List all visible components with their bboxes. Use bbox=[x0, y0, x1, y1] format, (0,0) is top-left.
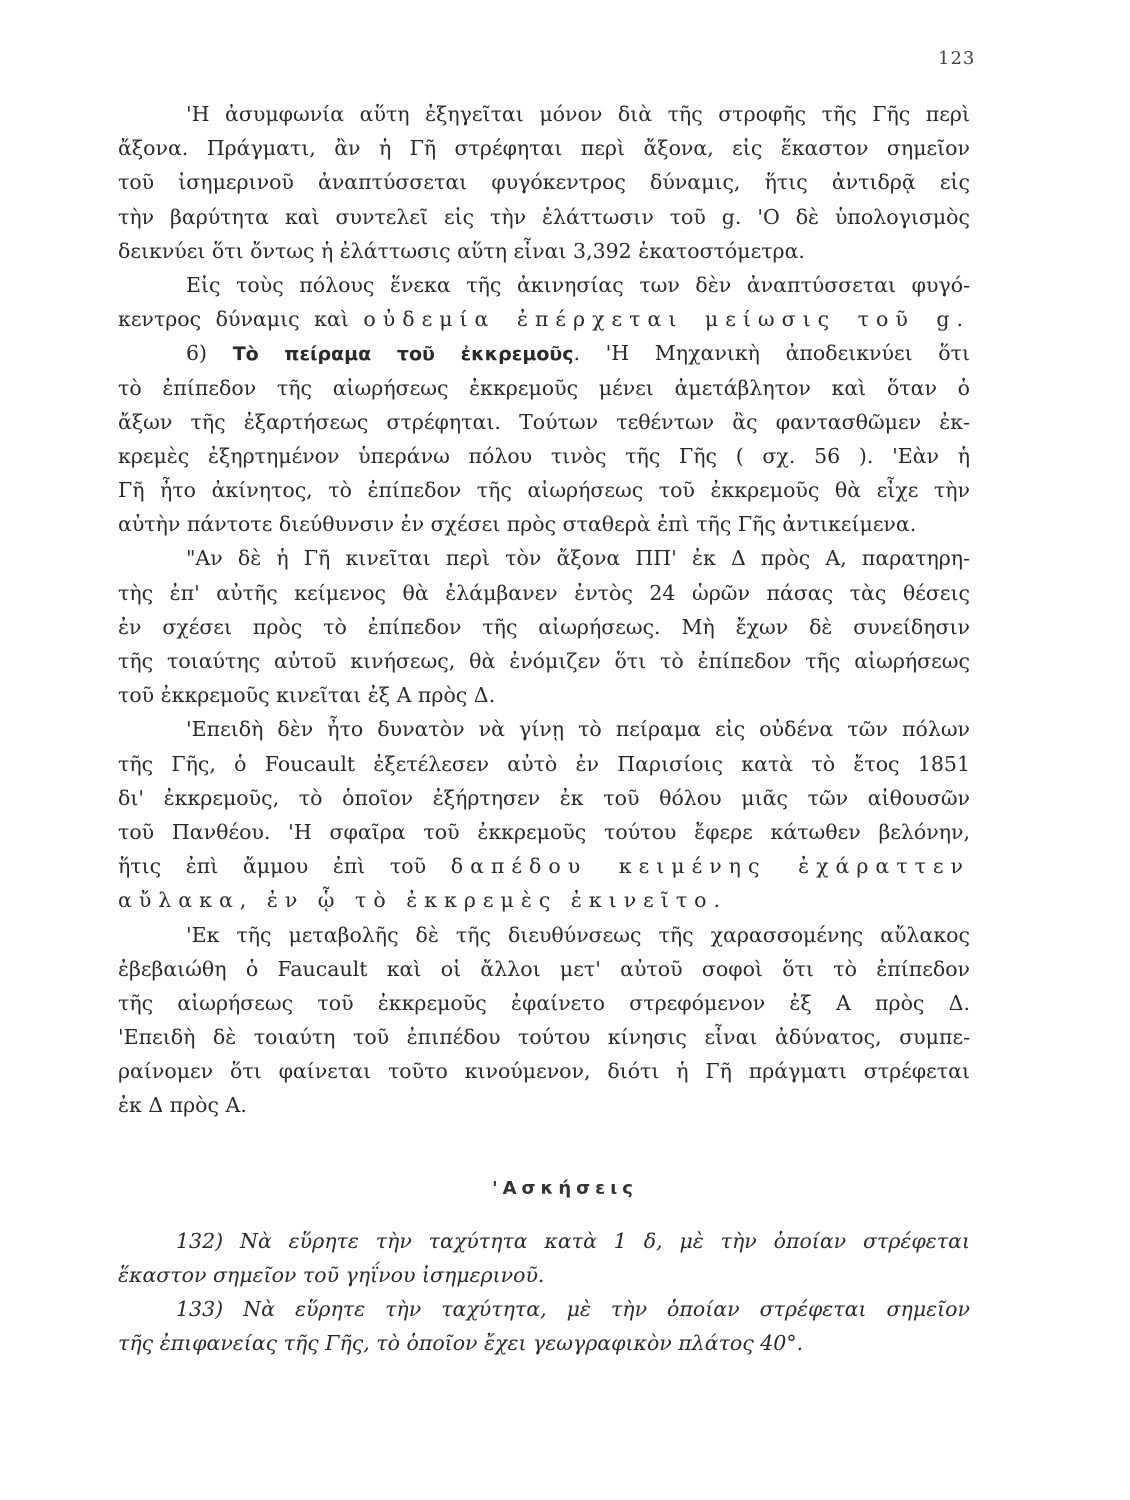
text-line: ἐν σχέσει πρὸς τὸ ἐπίπεδον τῆς αἰωρήσεως. Μὴ ἔχων δὲ συνείδησιν bbox=[118, 614, 970, 639]
text-line: τὸ ἐπίπεδον τῆς αἰωρήσεως ἐκκρεμοῦς μένει ἀμετάβλητον καὶ ὅταν ὁ bbox=[118, 375, 970, 400]
text-line: τὴς ἐπ' αὐτῆς κείμενος θὰ ἐλάμβανεν ἐντὸς 24 ὡρῶν πάσας τὰς θέσεις bbox=[118, 580, 970, 605]
text-line: ἄξονα. Πράγματι, ἂν ἡ Γῆ στρέφηται περὶ ἄξονα, εἰς ἕκαστον σημεῖον bbox=[118, 136, 970, 161]
exercises-heading: 'Ασκήσεις bbox=[492, 1178, 638, 1199]
text-line: 'Η ἀσυμφωνία αὕτη ἐξηγεῖται μόνον διὰ τῆς στροφῆς τῆς Γῆς περὶ bbox=[186, 102, 970, 126]
text-line: ἐκ Δ πρὸς Α. bbox=[118, 1093, 247, 1118]
text-line bbox=[118, 302, 970, 336]
text-line: τοῦ ἐκκρεμοῦς κινεῖται ἐξ Α πρὸς Δ. bbox=[118, 683, 496, 708]
text-line: αὐτὴν πάντοτε διεύθυνσιν ἐν σχέσει πρὸς σταθερὰ ἐπὶ τῆς Γῆς ἀντικείμενα. bbox=[118, 512, 917, 537]
exercises-list bbox=[118, 1224, 970, 1360]
exercise-line: ἕκαστον σημεῖον τοῦ γηΐνου ἰσημερινοῦ. bbox=[118, 1263, 545, 1287]
text-line: δεικνύει ὅτι ὄντως ἡ ἐλάττωσις αὕτη εἶναι 3,392 ἑκατοστόμετρα. bbox=[118, 238, 805, 263]
text-line: 'Επειδὴ δὲ τοιαύτη τοῦ ἐπιπέδου τούτου κίνησις εἶναι ἀδύνατος, συμπε- bbox=[118, 1025, 970, 1050]
text-line: 'Εκ τῆς μεταβολῆς δὲ τῆς διευθύνσεως τῆς χαρασσομένης αὔλακος bbox=[186, 922, 970, 947]
spaced-emphasis: οὐδεμία ἐπέρχεται μείωσις τοῦ g. bbox=[363, 307, 970, 332]
spaced-emphasis-line: αὔλακα, ἐν ᾧ τὸ ἐκκρεμὲς ἐκινεῖτο. bbox=[118, 888, 728, 913]
text-fragment: ἥτις ἐπὶ ἄμμου ἐπὶ τοῦ bbox=[118, 854, 451, 879]
exercise-line: 132) Νὰ εὕρητε τὴν ταχύτητα κατὰ 1 δ, μὲ τὴν ὁποίαν στρέφεται bbox=[176, 1229, 970, 1253]
text-line: ἄξων τῆς ἐξαρτήσεως στρέφηται. Τούτων τεθέντων ἂς φαντασθῶμεν ἐκ- bbox=[118, 409, 970, 434]
text-line: τὴν βαρύτητα καὶ συντελεῖ εἰς τὴν ἐλάττωσιν τοῦ g. 'Ο δὲ ὑπολογισμὸς bbox=[118, 204, 970, 229]
text-line: δι' ἐκκρεμοῦς, τὸ ὁποῖον ἐξήρτησεν ἐκ τοῦ θόλου μιᾶς τῶν αἰθουσῶν bbox=[118, 785, 970, 810]
section-number: 6) bbox=[186, 341, 208, 366]
section-title: Τὸ πείραμα τοῦ ἐκκρεμοῦς bbox=[232, 343, 574, 366]
exercise-line: τῆς ἐπιφανείας τῆς Γῆς, τὸ ὁποῖον ἔχει γεωγραφικὸν πλάτος 40°. bbox=[118, 1331, 804, 1355]
text-line: κρεμὲς ἐξηρτημένον ὑπεράνω πόλου τινὸς τῆς Γῆς ( σχ. 56 ). 'Εὰν ἡ bbox=[118, 443, 970, 468]
text-line: ἐβεβαιώθη ὁ Faucault καὶ οἱ ἄλλοι μετ' αὐτοῦ σοφοὶ ὅτι τὸ ἐπίπεδον bbox=[118, 956, 970, 981]
text-line: τῆς αἰωρήσεως τοῦ ἐκκρεμοῦς ἐφαίνετο στρεφόμενον ἐξ Α πρὸς Δ. bbox=[118, 990, 970, 1015]
exercise-line: 133) Νὰ εὕρητε τὴν ταχύτητα, μὲ τὴν ὁποίαν στρέφεται σημεῖον bbox=[176, 1297, 970, 1321]
text-line: Εἰς τοὺς πόλους ἕνεκα τῆς ἀκινησίας των δὲν ἀναπτύσσεται φυγό- bbox=[186, 272, 970, 297]
text-line: 'Επειδὴ δὲν ἦτο δυνατὸν νὰ γίνῃ τὸ πείραμα εἰς οὐδένα τῶν πόλων bbox=[186, 717, 970, 742]
spaced-emphasis: δαπέδου κειμένης ἐχάραττεν bbox=[450, 854, 970, 879]
page-number: 123 bbox=[938, 48, 976, 69]
text-fragment: κεντρος δύναμις καὶ bbox=[118, 307, 349, 332]
text-line: τοῦ ἰσημερινοῦ ἀναπτύσσεται φυγόκεντρος δύναμις, ἥτις ἀντιδρᾷ εἰς bbox=[118, 170, 970, 195]
text-line bbox=[118, 336, 970, 370]
body-text bbox=[118, 97, 970, 1123]
text-line: τοῦ Πανθέου. 'Η σφαῖρα τοῦ ἐκκρεμοῦς τούτου ἔφερε κάτωθεν βελόνην, bbox=[118, 819, 970, 844]
text-line: τῆς τοιαύτης αὐτοῦ κινήσεως, θὰ ἐνόμιζεν ὅτι τὸ ἐπίπεδον τῆς αἰωρήσεως bbox=[118, 649, 970, 673]
text-line bbox=[118, 849, 970, 883]
text-fragment: . 'Η Μηχανικὴ ἀποδεικνύει ὅτι bbox=[573, 341, 970, 366]
text-line: "Αν δὲ ἡ Γῆ κινεῖται περὶ τὸν ἄξονα ΠΠ' ἐκ Δ πρὸς Α, παρατηρη- bbox=[186, 546, 970, 571]
text-line: ραίνομεν ὅτι φαίνεται τοῦτο κινούμενον, διότι ἡ Γῆ πράγματι στρέφεται bbox=[118, 1059, 970, 1084]
text-line: Γῆ ἦτο ἀκίνητος, τὸ ἐπίπεδον τῆς αἰωρήσεως τοῦ ἐκκρεμοῦς θὰ εἶχε τὴν bbox=[118, 478, 970, 503]
text-line: τῆς Γῆς, ὁ Foucault ἐξετέλεσεν αὐτὸ ἐν Παρισίοις κατὰ τὸ ἔτος 1851 bbox=[118, 751, 970, 776]
